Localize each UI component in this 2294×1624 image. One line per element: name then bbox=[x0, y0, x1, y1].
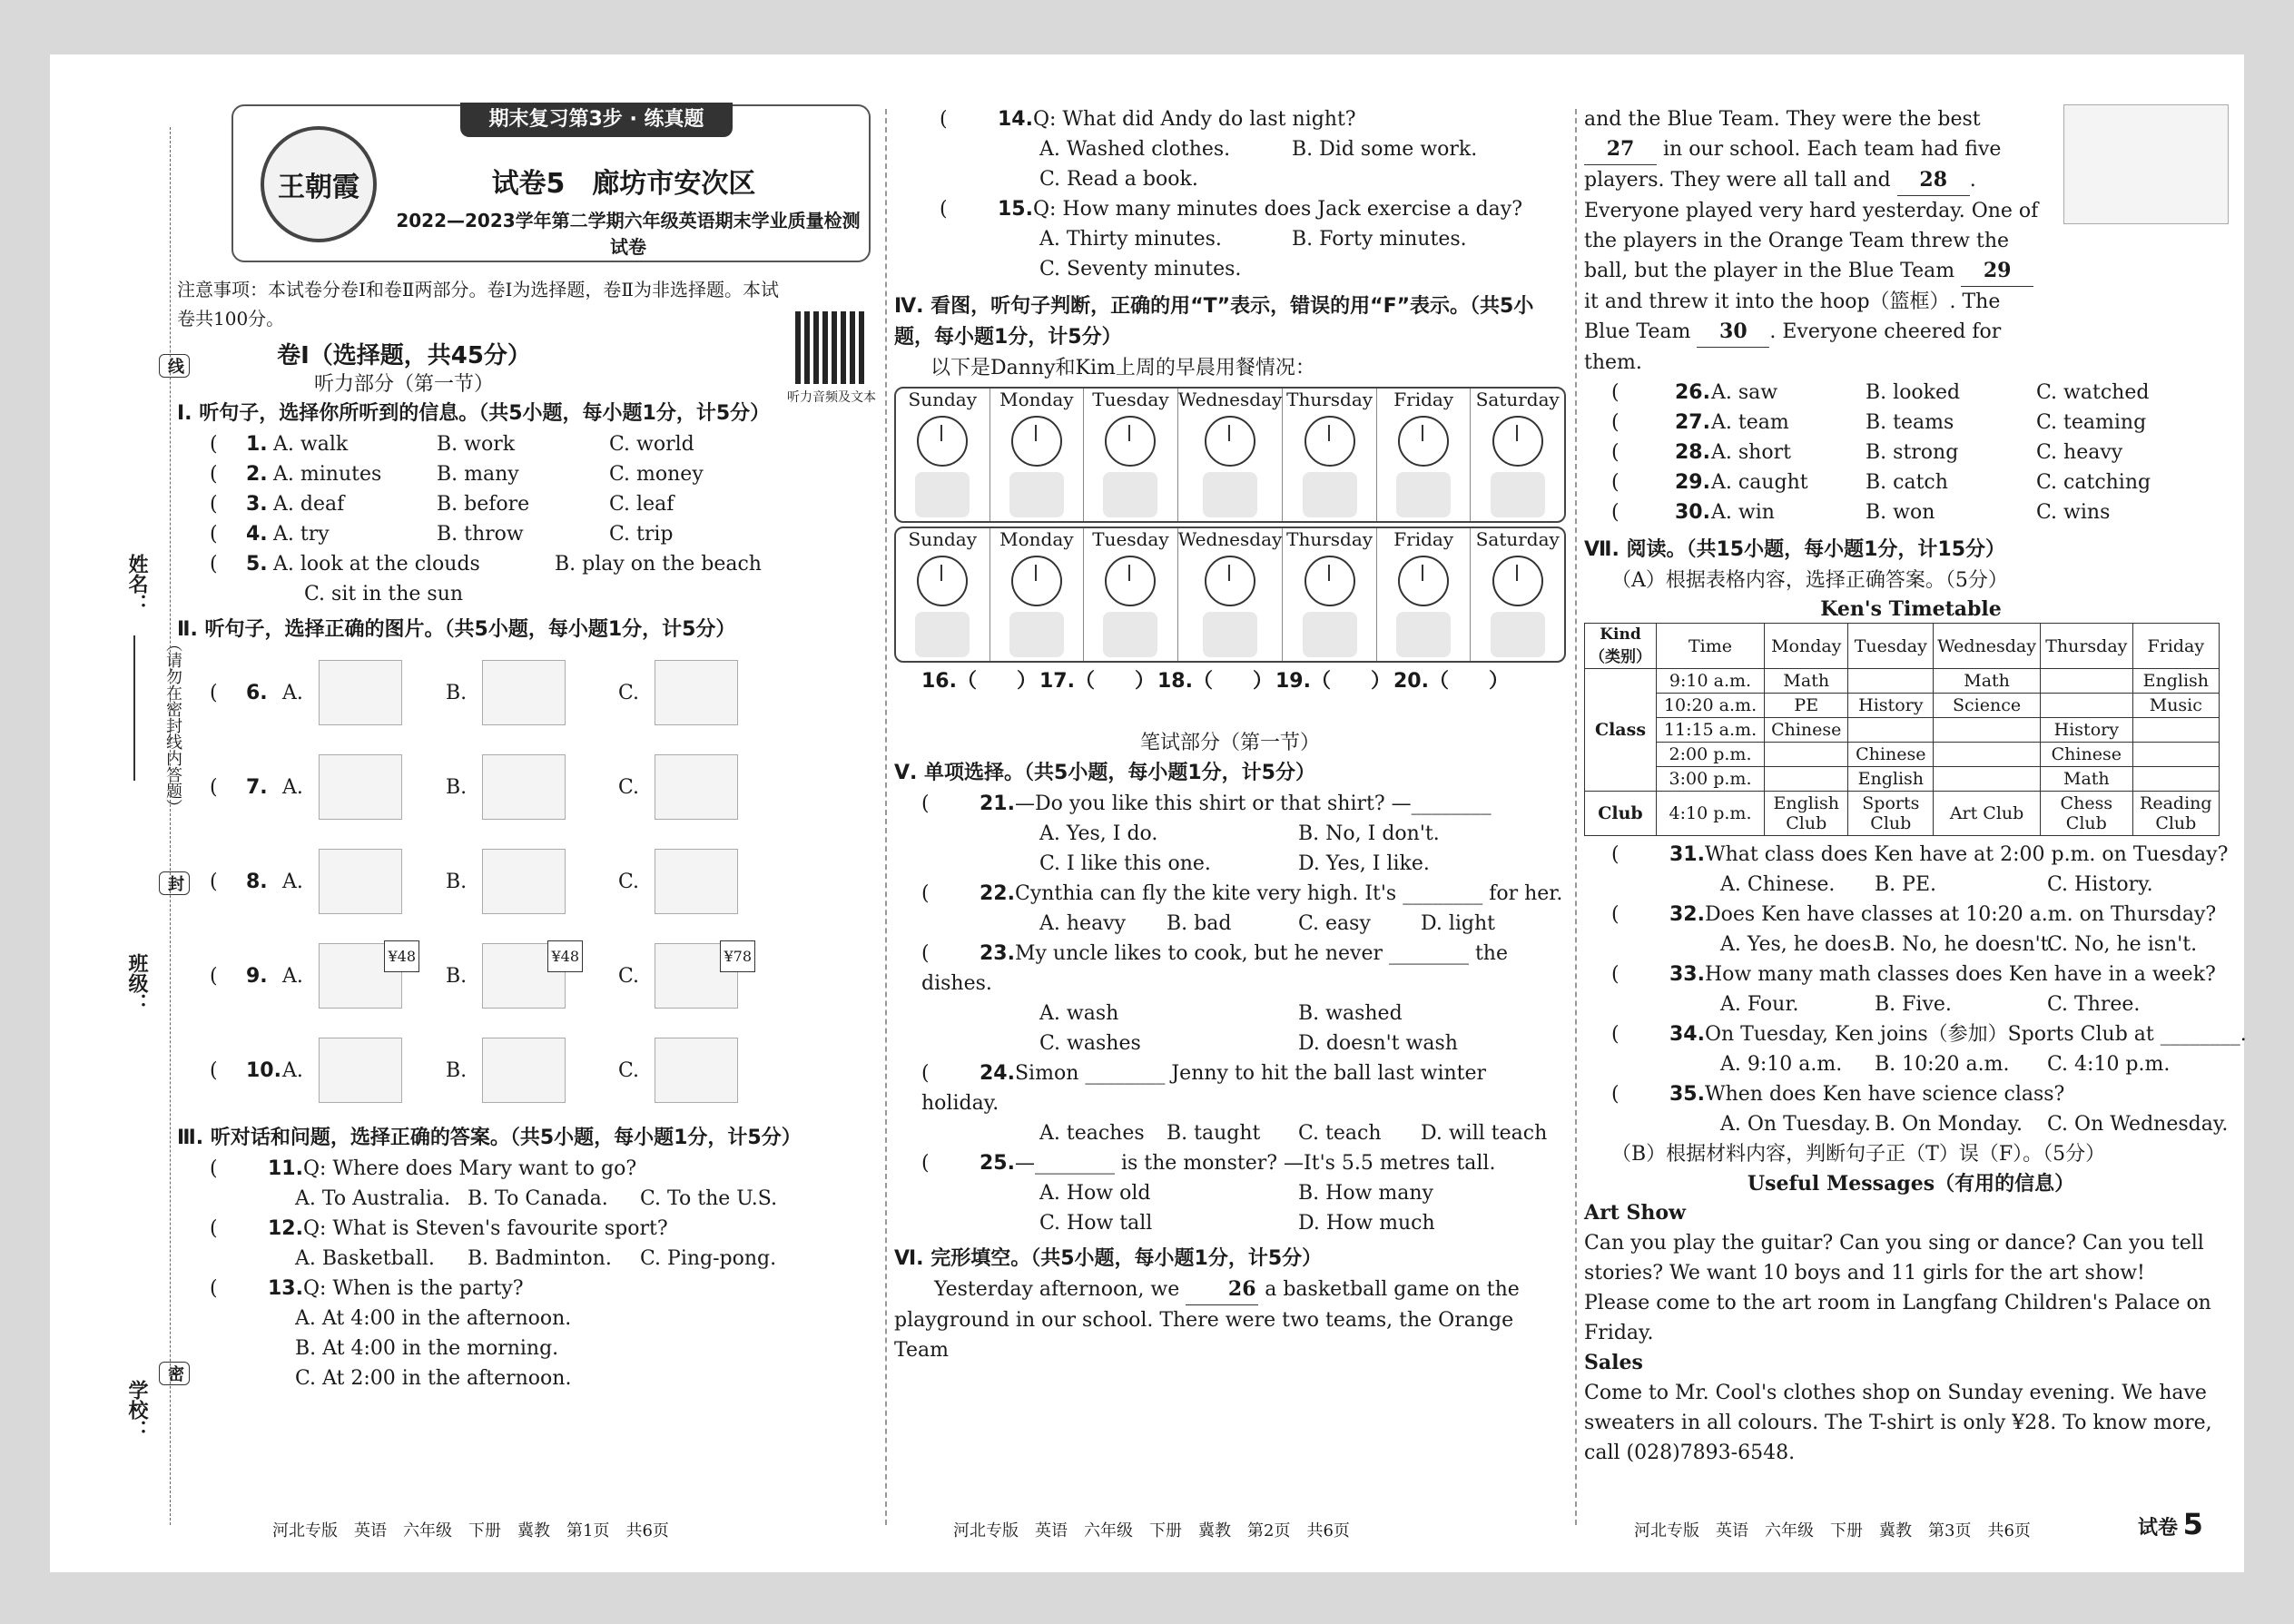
timetable-title: Ken's Timetable bbox=[1820, 597, 2002, 621]
art-show-text-2: Please come to the art room in Langfang Children's Palace on Friday. bbox=[1584, 1292, 2211, 1344]
day-cell: Sunday bbox=[896, 528, 990, 661]
option[interactable]: C. teach bbox=[1298, 1122, 1382, 1145]
question-6: ( 6. A. B. C. bbox=[177, 645, 876, 740]
option[interactable]: B. looked bbox=[1866, 381, 1961, 404]
option[interactable]: B. How many bbox=[1298, 1182, 1433, 1205]
page-footer-3: 河北专版 英语 六年级 下册 冀教 第3页 共6页 bbox=[1634, 1521, 2031, 1540]
meal-icon bbox=[1009, 472, 1064, 517]
question-8: ( 8. A. B. C. bbox=[177, 834, 876, 929]
option[interactable]: A. team bbox=[1711, 411, 1789, 434]
basketball-picture bbox=[2063, 104, 2229, 224]
option[interactable]: A. Thirty minutes. bbox=[1039, 228, 1222, 251]
answer-blank[interactable]: 17.（ ） bbox=[1039, 670, 1155, 693]
review-step-tag: 期末复习第3步 · 练真题 bbox=[460, 103, 733, 137]
column-3 bbox=[1584, 104, 2247, 1468]
snow-picture[interactable] bbox=[655, 849, 738, 914]
sales-heading: Sales bbox=[1584, 1351, 1643, 1374]
table-row: 10:20 a.m. PE History Science Music bbox=[1585, 694, 2220, 718]
paper-number: 试卷 5 bbox=[2138, 1507, 2203, 1541]
question-3: ( 3. A. deaf B. before C. leaf bbox=[177, 489, 876, 519]
question-21: ( 21.—Do you like this shirt or that shirt? —________ bbox=[921, 792, 1492, 815]
question-14: ( 14.Q: What did Andy do last night? bbox=[940, 108, 1356, 131]
part1-title: 卷Ⅰ（选择题，共45分） bbox=[277, 342, 531, 369]
day-cell: Saturday bbox=[1471, 528, 1564, 661]
kids-picture[interactable] bbox=[319, 754, 402, 820]
page-footer-1: 河北专版 英语 六年级 下册 冀教 第1页 共6页 bbox=[272, 1521, 669, 1540]
option[interactable]: D. doesn't wash bbox=[1298, 1032, 1458, 1055]
girl-eating-icon bbox=[1103, 612, 1157, 657]
clock-icon bbox=[917, 556, 968, 606]
answer-blank[interactable]: 16.（ ） bbox=[921, 670, 1037, 693]
answer-blank[interactable]: 18.（ ） bbox=[1157, 670, 1273, 693]
clock-icon bbox=[1305, 556, 1355, 606]
option[interactable]: A. Washed clothes. bbox=[1039, 138, 1231, 161]
timetable bbox=[1584, 623, 2220, 836]
option[interactable]: B. throw bbox=[437, 523, 524, 546]
binding-note: （请勿在密封线内答题） bbox=[163, 635, 182, 815]
option[interactable]: C. trip bbox=[609, 523, 674, 546]
question-2: ( 2. A. minutes B. many C. money bbox=[177, 459, 876, 489]
clock-icon bbox=[1105, 556, 1156, 606]
day-cell: Sunday bbox=[896, 389, 990, 521]
sunny-picture[interactable] bbox=[319, 849, 402, 914]
exam-title: 试卷5 廊坊市安次区 bbox=[491, 168, 756, 200]
option[interactable]: A. deaf bbox=[273, 493, 345, 516]
option[interactable]: C. To the U.S. bbox=[640, 1187, 778, 1210]
question-31: ( 31.What class does Ken have at 2:00 p.m. on Tuesday? bbox=[1611, 843, 2229, 866]
option[interactable]: C. On Wednesday. bbox=[2047, 1113, 2229, 1136]
option[interactable]: D. How much bbox=[1298, 1212, 1435, 1235]
option[interactable]: A. walk bbox=[273, 433, 349, 456]
brand-logo: 王朝霞 bbox=[261, 126, 377, 242]
option[interactable]: B. Badminton. bbox=[468, 1247, 612, 1270]
question-34: ( 34.On Tuesday, Ken joins（参加）Sports Club at ________. bbox=[1611, 1023, 2247, 1046]
option[interactable]: A. Chinese. bbox=[1720, 873, 1836, 896]
section-6-items bbox=[1584, 378, 2238, 527]
kim-schedule bbox=[894, 527, 1566, 663]
section-5-items bbox=[894, 789, 1566, 1238]
beach-picture[interactable] bbox=[655, 1038, 738, 1103]
sales-text: Come to Mr. Cool's clothes shop on Sunday evening. We have sweaters in all colours. The T-shirt is only ¥28. To know more, call (028)7893-6548. bbox=[1584, 1382, 2212, 1464]
option[interactable]: A. short bbox=[1711, 441, 1791, 464]
girl-eating-icon bbox=[1396, 612, 1451, 657]
option[interactable]: B. To Canada. bbox=[468, 1187, 608, 1210]
girl-eating-icon bbox=[1009, 612, 1064, 657]
day-cell: Wednesday bbox=[1178, 528, 1284, 661]
qr-code-icon[interactable] bbox=[795, 311, 868, 384]
option[interactable]: A. look at the clouds bbox=[273, 553, 480, 576]
option[interactable]: B. taught bbox=[1167, 1122, 1261, 1145]
shoes-picture[interactable] bbox=[655, 660, 738, 725]
part-b-title: （B）根据材料内容，判断句子正（T）误（F）。（5分） bbox=[1611, 1143, 2106, 1166]
option[interactable]: B. Forty minutes. bbox=[1292, 228, 1467, 251]
option[interactable]: B. work bbox=[437, 433, 516, 456]
question-32: ( 32.Does Ken have classes at 10:20 a.m. on Thursday? bbox=[1611, 903, 2217, 926]
day-cell: Monday bbox=[990, 389, 1085, 521]
day-cell: Wednesday bbox=[1178, 389, 1284, 521]
clock-icon bbox=[1205, 556, 1255, 606]
option[interactable]: B. Five. bbox=[1875, 993, 1952, 1016]
column-1 bbox=[177, 104, 876, 1393]
section-1-title: Ⅰ. 听句子，选择你所听到的信息。（共5小题，每小题1分，计5分） bbox=[177, 402, 771, 425]
question-15: ( 15.Q: How many minutes does Jack exercise a day? bbox=[940, 198, 1522, 221]
useful-messages-title: Useful Messages（有用的信息） bbox=[1747, 1172, 2075, 1196]
option[interactable]: A. At 4:00 in the afternoon. bbox=[295, 1307, 572, 1330]
question-13: ( 13.Q: When is the party? bbox=[210, 1277, 524, 1300]
option[interactable]: B. won bbox=[1866, 501, 1935, 524]
option[interactable]: C. wins bbox=[2036, 501, 2111, 524]
question-29: ( 29. A. caught B. catch C. catching bbox=[1584, 468, 2238, 497]
girl-eating-icon bbox=[1303, 612, 1357, 657]
option[interactable]: B. catch bbox=[1866, 471, 1948, 494]
section-7a-items bbox=[1584, 840, 2247, 1139]
danny-schedule bbox=[894, 387, 1566, 523]
column-divider bbox=[885, 109, 887, 1525]
school-label: 学校： bbox=[125, 1380, 148, 1440]
section-3-title: Ⅲ. 听对话和问题，选择正确的答案。（共5小题，每小题1分，计5分） bbox=[177, 1127, 802, 1149]
option[interactable]: B. PE. bbox=[1875, 873, 1937, 896]
option[interactable]: A. Yes, he does. bbox=[1720, 933, 1878, 956]
option[interactable]: A. saw bbox=[1711, 381, 1778, 404]
day-cell: Tuesday bbox=[1084, 528, 1178, 661]
question-25: ( 25.—________ is the monster? —It's 5.5 metres tall. bbox=[921, 1152, 1496, 1175]
qr-block[interactable] bbox=[787, 311, 876, 406]
question-5: ( 5. A. look at the clouds B. play on the beach bbox=[177, 549, 876, 579]
shirt-picture[interactable]: ¥48 bbox=[482, 943, 566, 1009]
day-cell: Saturday bbox=[1471, 389, 1564, 521]
question-27: ( 27. A. team B. teams C. teaming bbox=[1584, 408, 2238, 438]
option[interactable]: C. Seventy minutes. bbox=[1039, 258, 1242, 281]
clock-icon bbox=[1205, 416, 1255, 467]
option[interactable]: C. world bbox=[609, 433, 694, 456]
question-24: ( 24.Simon ________ Jenny to hit the ball last winter holiday. bbox=[921, 1062, 1487, 1115]
meal-icon bbox=[1203, 472, 1257, 517]
option[interactable]: A. teaches bbox=[1039, 1122, 1145, 1145]
column-divider bbox=[1575, 109, 1577, 1525]
option[interactable]: B. before bbox=[437, 493, 530, 516]
cloze-blank-29[interactable]: 29 bbox=[1961, 256, 2033, 287]
option[interactable]: A. Four. bbox=[1720, 993, 1799, 1016]
soccer-picture[interactable] bbox=[482, 754, 566, 820]
option[interactable]: B. Did some work. bbox=[1292, 138, 1478, 161]
clock-icon bbox=[1105, 416, 1156, 467]
meal-icon bbox=[1396, 472, 1451, 517]
section-4-intro: 以下是Danny和Kim上周的早晨用餐情况： bbox=[930, 357, 1315, 379]
option[interactable]: B. At 4:00 in the morning. bbox=[295, 1337, 559, 1360]
option[interactable]: D. Yes, I like. bbox=[1298, 852, 1430, 875]
option[interactable]: A. heavy bbox=[1039, 912, 1127, 935]
day-cell: Friday bbox=[1377, 528, 1472, 661]
name-label: 姓名： bbox=[125, 554, 148, 614]
shorts-picture[interactable] bbox=[482, 660, 566, 725]
option[interactable]: D. will teach bbox=[1421, 1122, 1548, 1145]
flower-picture[interactable] bbox=[482, 849, 566, 914]
section-3-items bbox=[177, 1154, 876, 1393]
seal-mark-line: 线 bbox=[159, 354, 190, 378]
option[interactable]: C. watched bbox=[2036, 381, 2150, 404]
day-cell: Thursday bbox=[1283, 528, 1377, 661]
clock-icon bbox=[1011, 556, 1062, 606]
writing-title: 笔试部分（第一节） bbox=[1139, 732, 1320, 754]
sweater-picture[interactable]: ¥78 bbox=[655, 943, 738, 1009]
question-22: ( 22.Cynthia can fly the kite very high. It's ________ for her. bbox=[921, 882, 1563, 905]
option[interactable]: B. teams bbox=[1866, 411, 1954, 434]
cloze-blank-28[interactable]: 28 bbox=[1897, 165, 1970, 196]
option[interactable]: C. History. bbox=[2047, 873, 2153, 896]
option[interactable]: C. How tall bbox=[1039, 1212, 1153, 1235]
option[interactable]: C. At 2:00 in the afternoon. bbox=[295, 1367, 572, 1390]
table-header-row: Kind（类别） Time Monday Tuesday Wednesday Thursday Friday bbox=[1585, 624, 2220, 669]
option[interactable]: B. On Monday. bbox=[1875, 1113, 2023, 1136]
clock-icon bbox=[1398, 556, 1449, 606]
option[interactable]: C. Read a book. bbox=[1039, 168, 1198, 191]
option[interactable]: C. Ping-pong. bbox=[640, 1247, 777, 1270]
binding-dashed-line bbox=[170, 127, 171, 1525]
option[interactable]: A. wash bbox=[1039, 1002, 1119, 1025]
option[interactable]: B. play on the beach bbox=[555, 553, 762, 576]
question-4: ( 4. A. try B. throw C. trip bbox=[177, 519, 876, 549]
section-2-title: Ⅱ. 听句子，选择正确的图片。（共5小题，每小题1分，计5分） bbox=[177, 618, 736, 641]
clock-icon bbox=[1492, 556, 1543, 606]
option[interactable]: C. 4:10 p.m. bbox=[2047, 1053, 2171, 1076]
option[interactable]: A. minutes bbox=[273, 463, 382, 486]
option[interactable]: C. leaf bbox=[609, 493, 674, 516]
qr-caption: 听力音频及文本 bbox=[787, 390, 876, 405]
page-footer-2: 河北专版 英语 六年级 下册 冀教 第2页 共6页 bbox=[953, 1521, 1350, 1540]
answer-blank[interactable]: 19.（ ） bbox=[1275, 670, 1391, 693]
cloze-passage-continued: and the Blue Team. They were the best 27 in our school. Each team had five players. They were all tall and 28 . Everyone played very hard yesterday. One of the players in the Orange Team threw the ball, but the player in the Blue Team 29 it and threw it into the hoop（篮框）. The Blue Team 30 . Everyone cheered for them. bbox=[1584, 108, 2039, 374]
question-10: ( 10. A. B. C. bbox=[177, 1023, 876, 1117]
option[interactable]: B. 10:20 a.m. bbox=[1875, 1053, 2010, 1076]
question-30: ( 30. A. win B. won C. wins bbox=[1584, 497, 2238, 527]
cloze-passage-start: Yesterday afternoon, we 26 a basketball game on the playground in our school. There were two teams, the Orange Team bbox=[894, 1275, 1548, 1365]
option[interactable]: A. Yes, I do. bbox=[1039, 822, 1158, 845]
option[interactable]: C. Three. bbox=[2047, 993, 2141, 1016]
section-1-items bbox=[177, 429, 876, 609]
table-row: 11:15 a.m. Chinese History bbox=[1585, 718, 2220, 743]
section-5-title: Ⅴ. 单项选择。（共5小题，每小题1分，计5分） bbox=[894, 762, 1315, 784]
girl-eating-icon bbox=[915, 612, 970, 657]
clock-icon bbox=[1305, 416, 1355, 467]
section-2-items bbox=[177, 645, 876, 1117]
option[interactable]: C. sit in the sun bbox=[304, 583, 464, 605]
clock-icon bbox=[1011, 416, 1062, 467]
question-28: ( 28. A. short B. strong C. heavy bbox=[1584, 438, 2238, 468]
exam-sheet bbox=[50, 54, 2247, 1572]
meal-icon bbox=[1303, 472, 1357, 517]
option[interactable]: B. No, he doesn't. bbox=[1875, 933, 2055, 956]
day-cell: Monday bbox=[990, 528, 1085, 661]
part-a-title: （A）根据表格内容，选择正确答案。（5分） bbox=[1611, 569, 2008, 592]
seal-mark-seal: 封 bbox=[159, 871, 190, 895]
boy-picture[interactable] bbox=[655, 754, 738, 820]
clock-icon bbox=[917, 416, 968, 467]
section-4-answers bbox=[894, 666, 1566, 696]
option[interactable]: C. easy bbox=[1298, 912, 1371, 935]
cloze-blank-27[interactable]: 27 bbox=[1584, 134, 1657, 165]
option[interactable]: B. strong bbox=[1866, 441, 1959, 464]
clock-icon bbox=[1398, 416, 1449, 467]
table-row: 2:00 p.m. Chinese Chinese bbox=[1585, 743, 2220, 767]
socks-picture[interactable] bbox=[319, 660, 402, 725]
option[interactable]: C. No, he isn't. bbox=[2047, 933, 2198, 956]
column-2 bbox=[894, 104, 1566, 1365]
question-26: ( 26. A. saw B. looked C. watched bbox=[1584, 378, 2238, 408]
table-row: Club 4:10 p.m. English Club Sports Club Art Club Chess Club Reading Club bbox=[1585, 792, 2220, 836]
question-35: ( 35.When does Ken have science class? bbox=[1611, 1083, 2065, 1106]
option[interactable]: A. caught bbox=[1711, 471, 1808, 494]
question-23: ( 23.My uncle likes to cook, but he never ________ the dishes. bbox=[921, 942, 1508, 995]
option[interactable]: C. money bbox=[609, 463, 704, 486]
boy-eating-icon bbox=[1103, 472, 1157, 517]
art-show-text: Can you play the guitar? Can you sing or dance? Can you tell stories? We want 10 boys and 11 girls for the art show! bbox=[1584, 1232, 2204, 1284]
notice: 注意事项：本试卷分卷Ⅰ和卷Ⅱ两部分。卷Ⅰ为选择题，卷Ⅱ为非选择题。本试卷共100分。 bbox=[177, 279, 779, 330]
meal-icon bbox=[1491, 472, 1545, 517]
binding-margin bbox=[95, 127, 184, 1525]
question-11: ( 11.Q: Where does Mary want to go? bbox=[210, 1157, 637, 1180]
day-cell: Tuesday bbox=[1084, 389, 1178, 521]
meal-icon bbox=[1491, 612, 1545, 657]
option[interactable]: B. washed bbox=[1298, 1002, 1403, 1025]
clock-icon bbox=[1492, 416, 1543, 467]
name-line bbox=[133, 635, 135, 781]
meal-icon bbox=[915, 472, 970, 517]
art-show-heading: Art Show bbox=[1584, 1201, 1686, 1225]
sweater-picture[interactable]: ¥48 bbox=[319, 943, 402, 1009]
question-7: ( 7. A. B. C. bbox=[177, 740, 876, 834]
option[interactable]: A. On Tuesday. bbox=[1720, 1113, 1871, 1136]
table-row: 3:00 p.m. English Math bbox=[1585, 767, 2220, 792]
question-12: ( 12.Q: What is Steven's favourite sport? bbox=[210, 1217, 668, 1240]
question-1: ( 1. A. walk B. work C. world bbox=[177, 429, 876, 459]
cloze-blank-26[interactable]: 26 bbox=[1186, 1275, 1258, 1305]
option[interactable]: D. light bbox=[1421, 912, 1496, 935]
section-6-title: Ⅵ. 完形填空。（共5小题，每小题1分，计5分） bbox=[894, 1247, 1323, 1270]
question-33: ( 33.How many math classes does Ken have in a week? bbox=[1611, 963, 2216, 986]
option[interactable]: B. bad bbox=[1167, 912, 1232, 935]
day-cell: Friday bbox=[1377, 389, 1472, 521]
listening-title: 听力部分（第一节） bbox=[313, 373, 494, 396]
bike-picture[interactable] bbox=[319, 1038, 402, 1103]
option[interactable]: A. Basketball. bbox=[295, 1247, 435, 1270]
table-row: Class 9:10 a.m. Math Math English bbox=[1585, 669, 2220, 694]
answer-blank[interactable]: 20.（ ） bbox=[1393, 670, 1509, 693]
option[interactable]: C. I like this one. bbox=[1039, 852, 1211, 875]
class-label: 班级： bbox=[125, 953, 148, 1013]
option[interactable]: B. many bbox=[437, 463, 519, 486]
section-4-title: Ⅳ. 看图，听句子判断，正确的用“T”表示，错误的用“F”表示。（共5小题，每小题1分，计5分） bbox=[894, 295, 1534, 349]
option[interactable]: C. teaming bbox=[2036, 411, 2147, 434]
option[interactable]: A. To Australia. bbox=[295, 1187, 451, 1210]
option[interactable]: A. try bbox=[273, 523, 330, 546]
section-7-title: Ⅶ. 阅读。（共15小题，每小题1分，计15分） bbox=[1584, 538, 2006, 561]
boy-picture[interactable] bbox=[482, 1038, 566, 1103]
exam-header bbox=[231, 104, 871, 262]
option[interactable]: C. catching bbox=[2036, 471, 2151, 494]
cloze-blank-30[interactable]: 30 bbox=[1697, 317, 1769, 348]
option[interactable]: A. 9:10 a.m. bbox=[1720, 1053, 1843, 1076]
option[interactable]: C. washes bbox=[1039, 1032, 1141, 1055]
seal-mark-secret: 密 bbox=[159, 1362, 190, 1385]
girl-eating-icon bbox=[1203, 612, 1257, 657]
exam-subtitle: 2022—2023学年第二学期六年级英语期末学业质量检测试卷 bbox=[396, 210, 861, 258]
option[interactable]: A. win bbox=[1711, 501, 1775, 524]
option[interactable]: C. heavy bbox=[2036, 441, 2123, 464]
option[interactable]: A. How old bbox=[1039, 1182, 1151, 1205]
question-9: ( 9. A. ¥48 B. ¥48 C. ¥78 bbox=[177, 929, 876, 1023]
option[interactable]: B. No, I don't. bbox=[1298, 822, 1440, 845]
day-cell: Thursday bbox=[1283, 389, 1377, 521]
